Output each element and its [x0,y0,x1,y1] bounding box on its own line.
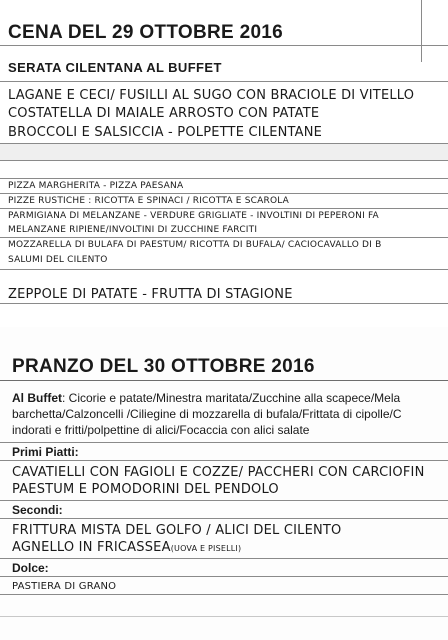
buffet-row [0,381,448,443]
buffet-line: barchetta/Calzoncelli /Ciliegine di mozzarella di bufala/Frittata di cipolle/C [12,407,402,421]
vegetables-line: MELANZANE RIPIENE/INVOLTINI DI ZUCCHINE FARCITI [8,225,258,235]
divider [0,616,448,617]
buffet-line [12,391,448,405]
secondi-label: Secondi: [12,503,63,517]
vegetables-row [0,209,448,238]
secondi-label-row [0,501,448,519]
primi-line: CAVATIELLI CON FAGIOLI E COZZE/ PACCHERI CON CARCIOFIN [12,465,425,480]
secondi-line: FRITTURA MISTA DEL GOLFO / ALICI DEL CILENTO [12,523,342,538]
dolce-label: Dolce: [12,561,49,575]
primi-label: Primi Piatti: [12,445,79,459]
dinner-main-line: LAGANE E CECI/ FUSILLI AL SUGO CON BRACIOLE DI VITELLO [8,88,415,103]
cheese-row [0,238,448,270]
secondi-note: (UOVA E PISELLI) [170,544,242,553]
dinner-subtitle-row [0,46,448,82]
salumi-line: SALUMI DEL CILENTO [8,255,108,265]
primi-label-row [0,443,448,461]
dolce-label-row [0,559,448,577]
lunch-menu-sheet [0,327,448,640]
empty-row [0,144,448,161]
dinner-title-row [0,0,448,46]
pizza-row [0,179,448,194]
primi-line: PAESTUM E POMODORINI DEL PENDOLO [12,482,279,497]
dinner-main-courses-row [0,82,448,144]
dessert-line: ZEPPOLE DI PATATE - FRUTTA DI STAGIONE [8,287,293,302]
cheese-line: MOZZARELLA DI BULAFA DI PAESTUM/ RICOTTA DI BUFALA/ CACIOCAVALLO DI B [8,240,382,250]
secondi-line-text: AGNELLO IN FRICASSEA [12,540,171,555]
primi-row [0,461,448,501]
buffet-line: indorati e fritti/polpettine di alici/Focaccia con alici salate [12,423,310,437]
pizza-line: PIZZA MARGHERITA - PIZZA PAESANA [8,181,184,191]
dinner-title: CENA DEL 29 OTTOBRE 2016 [8,22,284,43]
buffet-text: : Cicorie e patate/Minestra maritata/Zucchine alla scapece/Mela [62,391,401,405]
dinner-main-line: COSTATELLA DI MAIALE ARROSTO CON PATATE [8,106,320,121]
buffet-label: Al Buffet [12,391,62,405]
dessert-row [0,270,448,304]
rustic-pizza-line: PIZZE RUSTICHE : RICOTTA E SPINACI / RICOTTA E SCAROLA [8,196,290,206]
dolce-line: PASTIERA DI GRANO [12,581,117,592]
empty-row [0,161,448,179]
vegetables-line: PARMIGIANA DI MELANZANE - VERDURE GRIGLIATE - INVOLTINI DI PEPERONI FA [8,211,379,221]
secondi-line [12,540,448,555]
rustic-pizza-row [0,194,448,209]
dinner-main-line: BROCCOLI E SALSICCIA - POLPETTE CILENTANE [8,125,323,140]
secondi-row [0,519,448,559]
lunch-title: PRANZO DEL 30 OTTOBRE 2016 [12,356,315,377]
lunch-title-row [0,327,448,381]
dolce-row [0,577,448,595]
dinner-subtitle: SERATA CILENTANA AL BUFFET [8,60,222,75]
